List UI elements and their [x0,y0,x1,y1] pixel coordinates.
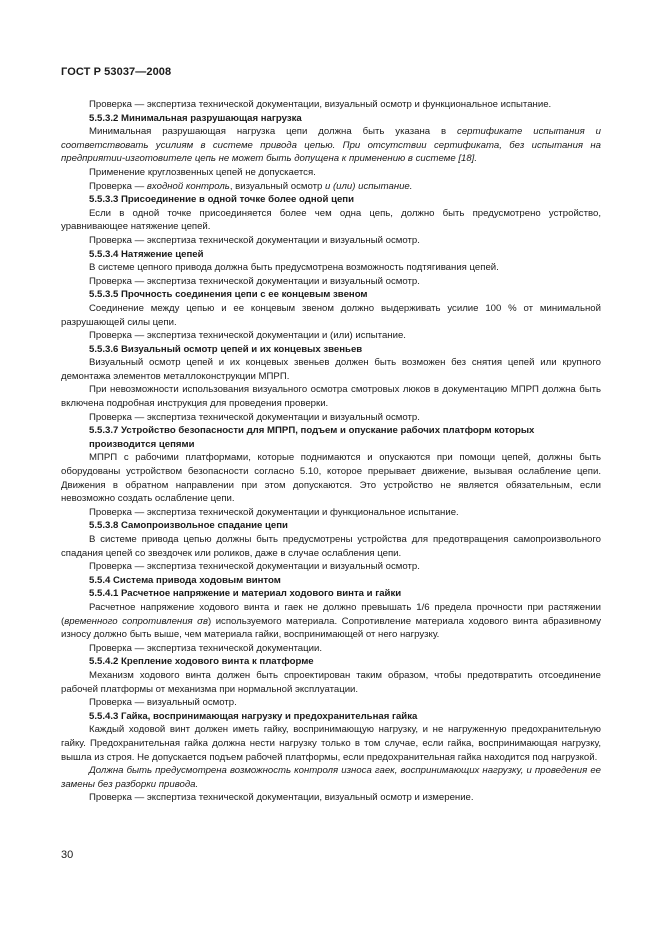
text-segment: и (или) испытание. [324,180,413,192]
section-heading [61,424,601,451]
paragraph [61,166,601,180]
paragraph [61,180,601,194]
section-heading [61,574,601,588]
paragraph [61,302,601,329]
paragraph [61,533,601,560]
paragraph [61,560,601,574]
text-segment: Проверка — [89,180,147,192]
text-segment: Применение круглозвенных цепей не допускается. [89,166,316,178]
text-segment: ) используемого материала. Сопротивление материала ходового винта абразивному износу должно быть выше, чем материала гайки, воспринимающей от него нагрузку. [61,615,601,641]
text-segment: Механизм ходового винта должен быть спроектирован таким образом, чтобы предотвратить отсоединение рабочей платформы от механизма при нормальной эксплуатации. [61,669,601,695]
paragraph [61,642,601,656]
paragraph [61,383,601,410]
page-content [61,98,601,805]
paragraph [61,329,601,343]
section-heading [61,288,601,302]
text-segment: В системе цепного привода должна быть предусмотрена возможность подтягивания цепей. [89,262,499,274]
text-segment: 5.5.4.2 Крепление ходового винта к платформе [89,656,314,668]
text-segment: 5.5.4.1 Расчетное напряжение и материал ходового винта и гайки [89,588,402,600]
paragraph [61,98,601,112]
section-heading [61,248,601,262]
paragraph [61,261,601,275]
text-segment: Проверка — визуальный осмотр. [89,697,237,709]
text-segment: Соединение между цепью и ее концевым звеном должно выдерживать усилие 100 % от минимальной разрушающей силы цепи. [61,302,601,328]
text-segment: 5.5.4 Система привода ходовым винтом [89,574,281,586]
text-segment: 5.5.3.6 Визуальный осмотр цепей и их концевых звеньев [89,343,363,355]
paragraph [61,207,601,234]
text-segment: Проверка — экспертиза технической документации и визуальный осмотр. [89,561,420,573]
text-segment: Визуальный осмотр цепей и их концевых звеньев должен быть возможен без снятия цепей или крупного демонтажа элементов металлоконструкции МПРП. [61,357,601,382]
paragraph [61,411,601,425]
text-segment: 5.5.3.2 Минимальная разрушающая нагрузка [89,112,302,124]
text-segment: 5.5.3.7 Устройство безопасности для МПРП, подъем и опускание рабочих платформ которых производится цепями [89,425,535,450]
paragraph [61,125,601,166]
text-segment: сертификате испытания и соответствовать усилиям в системе привода цепью. При отсутствии сертификата, без испытания на предприятии-изготовителе цепь не может быть допущена к применению в системе [18]. [61,126,601,165]
section-heading [61,587,601,601]
text-segment: Проверка — экспертиза технической документации. [89,642,323,654]
paragraph [61,356,601,383]
section-heading [61,655,601,669]
text-segment: Проверка — экспертиза технической документации, визуальный осмотр и измерение. [89,792,474,804]
section-heading [61,343,601,357]
text-segment: Минимальная разрушающая нагрузка цепи должна быть указана в [89,126,458,138]
section-heading [61,193,601,207]
paragraph [61,601,601,642]
section-heading [61,112,601,126]
section-heading [61,710,601,724]
text-segment: 5.5.3.4 Натяжение цепей [89,248,204,260]
text-segment: Проверка — экспертиза технической документации и визуальный осмотр. [89,411,420,423]
text-segment: Проверка — экспертиза технической документации и функциональное испытание. [89,506,459,518]
document-id-header: ГОСТ Р 53037—2008 [61,66,172,78]
text-segment: Проверка — экспертиза технической документации, визуальный осмотр и функциональное испытание. [89,99,552,110]
text-segment: Проверка — экспертиза технической документации и (или) испытание. [89,330,406,342]
paragraph [61,791,601,805]
paragraph [61,275,601,289]
section-heading [61,519,601,533]
text-segment: 5.5.3.5 Прочность соединения цепи с ее концевым звеном [89,289,368,301]
text-segment: В системе привода цепью должны быть предусмотрены устройства для предотвращения самопроизвольного спадания цепей со звездочек или роликов, даже в случае ослабления цепи. [61,534,601,559]
text-segment: 5.5.3.3 Присоединение в одной точке более одной цепи [89,194,354,206]
text-segment: Расчетное напряжение ходового винта и гаек не должно превышать 1/6 предела прочности при растяжении ( [61,601,601,627]
text-segment: 5.5.4.3 Гайка, воспринимающая нагрузку и предохранительная гайка [89,710,418,722]
text-segment: Если в одной точке присоединяется более чем одна цепь, должно быть предусмотрено устройство, уравнивающее натяжение цепей. [61,207,601,233]
text-segment: временного сопротивления σв [64,615,208,627]
paragraph [61,669,601,696]
text-segment: Проверка — экспертиза технической документации и визуальный осмотр. [89,234,420,246]
paragraph [61,451,601,505]
paragraph [61,506,601,520]
text-segment: При невозможности использования визуального осмотра смотровых люков в документацию МПРП должна быть включена подробная инструкция для проведения проверки. [61,384,601,410]
text-segment: 5.5.3.8 Самопроизвольное спадание цепи [89,520,288,532]
paragraph [61,764,601,791]
paragraph [61,696,601,710]
text-segment: Проверка — экспертиза технической документации и визуальный осмотр. [89,275,420,287]
paragraph [61,723,601,764]
text-segment: , визуальный осмотр [229,180,325,192]
paragraph [61,234,601,248]
text-segment: Должна быть предусмотрена возможность контроля износа гаек, воспринимающих нагрузку, и проведения ее замены без разборки привода. [61,765,601,790]
page-number: 30 [61,849,74,861]
text-segment: МПРП с рабочими платформами, которые поднимаются и опускаются при помощи цепей, должны быть оборудованы устройством безопасности согласно 5.10, которое прерывает движение, вызывая ослабление цепи. Движения в обратном направлении при этом допускаются. Это устройство не является обязательным, если невозможно создать ослабление цепи. [61,452,601,505]
text-segment: входной контроль [146,180,230,192]
text-segment: Каждый ходовой винт должен иметь гайку, воспринимающую нагрузку, и не нагруженную предохранительную гайку. Предохранительная гайка должна нести нагрузку только в том случае, если гайка, воспринимающая нагрузку, вышла из строя. Не допускается подъем рабочей платформы, если предохранительная гайка находится под нагрузкой. [61,724,601,763]
